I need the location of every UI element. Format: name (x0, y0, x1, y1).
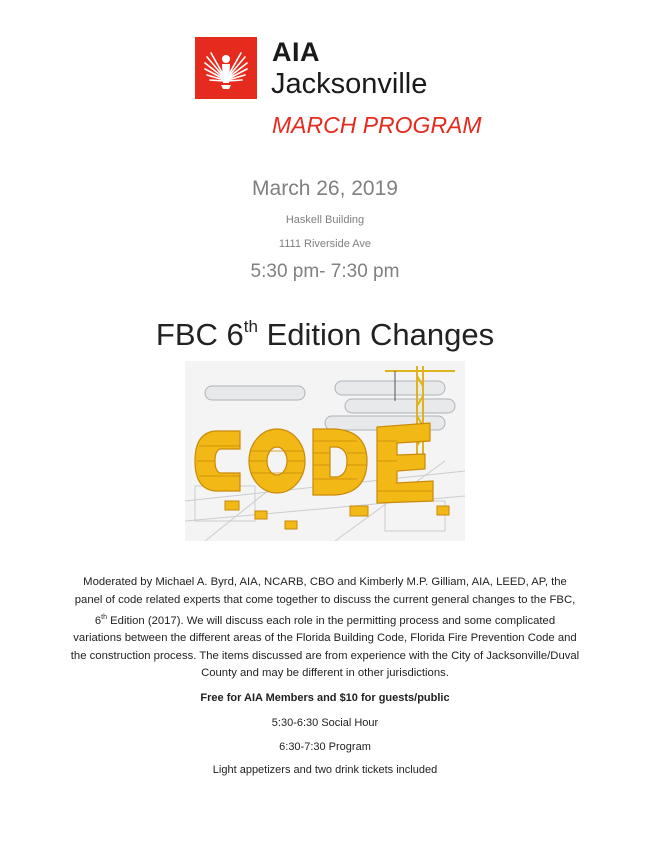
description-part-2: Edition (2017). We will discuss each role in the permitting process and some complicated variations between the different areas of the Florida Building Code, Florida Fire Prevention Code and the construction process. The items discussed are from experience with the City of Jacksonville/Duval County and may be different in other jurisdictions. (70, 614, 580, 680)
event-title (0, 317, 650, 353)
event-title-prefix: FBC 6 (155, 317, 244, 352)
venue-name: Haskell Building (285, 214, 365, 226)
venue-address: 1111 Riverside Ave (278, 238, 372, 250)
program-time: 6:30-7:30 Program (279, 741, 371, 753)
event-title-superscript: th (243, 317, 258, 336)
social-hour-time: 5:30-6:30 Social Hour (271, 717, 379, 729)
event-title-suffix: Edition Changes (257, 317, 495, 352)
event-time: 5:30 pm- 7:30 pm (250, 261, 400, 282)
org-name: AIA (272, 37, 320, 67)
description-superscript: th (101, 614, 107, 621)
aia-eagle-logo-icon (195, 37, 257, 99)
event-description (70, 574, 580, 683)
code-blocks-image (185, 361, 465, 541)
event-date: March 26, 2019 (252, 177, 398, 200)
program-label: MARCH PROGRAM (272, 112, 482, 138)
description-part-1: Moderated by Michael A. Byrd, AIA, NCARB, CBO and Kimberly M.P. Gilliam, AIA, LEED, AP, the panel of code related experts that come together to discuss the current general changes to the FBC, 6 (74, 576, 576, 627)
pricing-info: Free for AIA Members and $10 for guests/public (200, 692, 450, 704)
chapter-name: Jacksonville (271, 68, 428, 100)
extras-info: Light appetizers and two drink tickets included (212, 764, 438, 776)
